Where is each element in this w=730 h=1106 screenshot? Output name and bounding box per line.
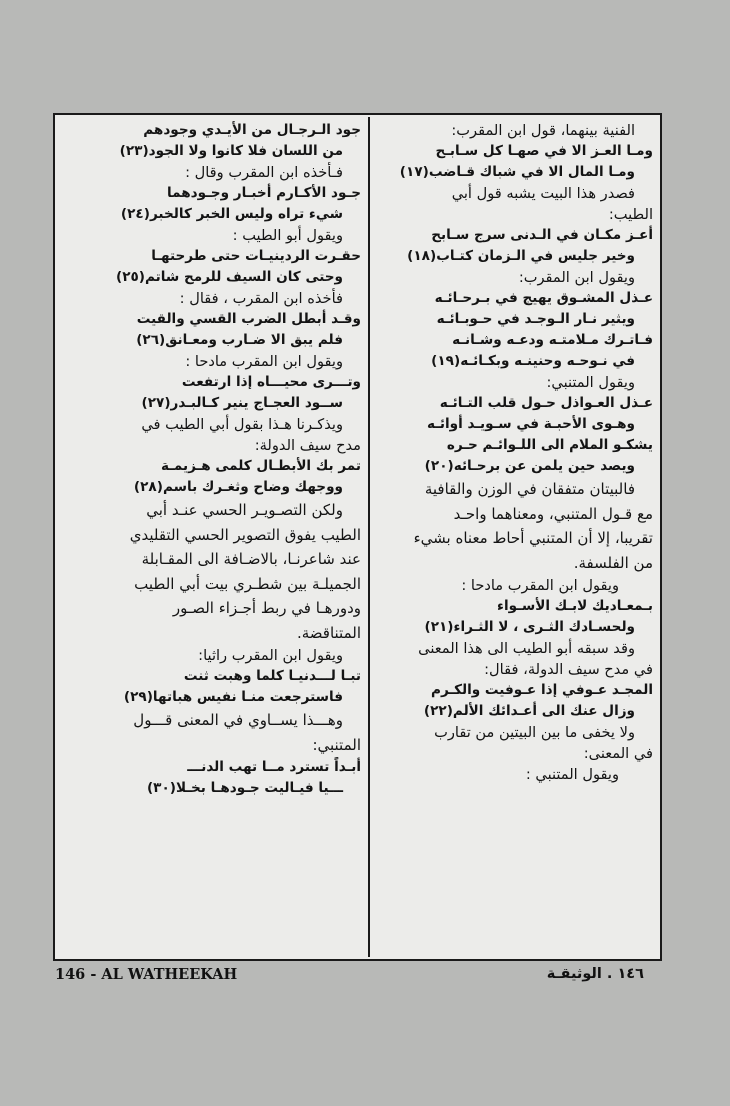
verse-line: جود الـرجـال من الأيـدي وجودهم (143, 122, 361, 138)
verse-line: أبـداً تسترد مــا تهب الدنـــ (187, 759, 361, 775)
verse-line: المجـد عـوفي إذا عـوفيت والكـرم (431, 682, 653, 698)
prose-line: ولكن التصـويـر الحسي عنـد أبي (146, 501, 343, 519)
column-divider (368, 117, 370, 957)
prose-line: ويذكـرنا هـذا بقول أبي الطيب في (141, 416, 343, 433)
verse-line: ويصد حين يلمن عن برحـائه(٢٠) (424, 458, 635, 474)
verse-line: ومـا المال الا في شباك قـاضب(١٧) (399, 164, 635, 180)
prose-line: ويقول المتنبي: (546, 374, 635, 391)
prose-line: ويقول المتنبي : (525, 766, 619, 783)
verse-line: وتـــرى محيـــاه إذا ارتفعت (181, 374, 361, 390)
prose-line: في مدح سيف الدولة، فقال: (484, 661, 653, 678)
verse-line: تمر بك الأبطـال كلمى هـزيمـة (161, 458, 361, 474)
verse-line: ووجهك وضاح وثغـرك باسم(٢٨) (133, 479, 343, 495)
prose-line: ويقول ابن المقرب راثيا: (198, 647, 343, 664)
prose-line: الجميلـة بين شطـري بيت أبي الطيب (134, 574, 361, 593)
verse-line: في نـوحـه وحنينـه وبكـائـه(١٩) (431, 353, 635, 369)
prose-line: الفنية بينهما، قول ابن المقرب: (451, 122, 635, 139)
verse-line: ســود العجـاج ينير كـالبـدر(٢٧) (141, 395, 343, 411)
prose-line: ويقول ابن المقرب مادحا : (461, 577, 619, 594)
prose-line: وهـــذا يســاوي في المعنى قـــول (133, 711, 343, 729)
verse-line: وهـوى الأحبـة في سـويـد أوائـه (426, 416, 635, 432)
verse-line: ويثير نـار الـوجـد في حـوبـائـه (436, 311, 635, 327)
verse-line: ـــيا فيـاليت جـودهـا بخـلا(٣٠) (146, 780, 343, 796)
verse-line: وخير جليس في الـزمان كتـاب(١٨) (407, 248, 635, 264)
prose-line: الطيب يفوق التصوير الحسي التقليدي (129, 525, 361, 544)
verse-line: يشكـو الملام الى اللـوائـم حـره (446, 437, 653, 453)
verse-line: وحتى كان السيف للرمح شاتم(٢٥) (115, 269, 343, 285)
verse-line: بـمعـاديك لابـك الأسـواء (497, 598, 653, 614)
prose-line: فصدر هذا البيت يشبه قول أبي (451, 185, 635, 202)
prose-line: في المعنى: (583, 745, 653, 762)
verse-line: فاسترجعت منـا نفيس هباتها(٢٩) (123, 689, 343, 705)
prose-line: من الفلسفة. (573, 553, 653, 572)
verse-line: فلم يبق الا ضـارب ومعـانق(٢٦) (136, 332, 343, 348)
prose-line: عند شاعرنـا، بالاضـافة الى المقـابلة (141, 550, 361, 568)
footer-arabic: ١٤٦ . الوثيقـة (546, 966, 644, 982)
prose-line: ولا يخفى ما بين البيتين من تقارب (434, 724, 635, 741)
left-column (65, 120, 361, 799)
verse-line: ومـا العـز الا في صهـا كل سـابـح (435, 143, 653, 159)
verse-line: عـذل المشـوق يهيج في بـرحـائـه (434, 290, 653, 306)
footer-english: 146 - AL WATHEEKAH (55, 966, 238, 983)
prose-line: ويقول أبو الطيب : (232, 227, 343, 244)
verse-line: وقـد أبطل الضرب القسي والقيت (136, 311, 361, 327)
verse-line: أعـز مكـان في الـدنى سرج سـابح (431, 227, 653, 243)
verse-line: عـذل العـواذل حـول قلب التـائـه (439, 395, 653, 411)
page-footer (53, 966, 662, 988)
verse-line: شيء تراه وليس الخبر كالخبر(٢٤) (120, 206, 343, 222)
prose-line: مع قـول المتنبي، ومعناهما واحـد (453, 504, 653, 523)
prose-line: ودورهـا في ربط أجـزاء الصـور (172, 599, 361, 617)
prose-line: وقد سبقه أبو الطيب الى هذا المعنى (418, 640, 635, 657)
verse-line: من اللسان فلا كانوا ولا الجود(٢٣) (119, 143, 343, 159)
verse-line: حقـرت الردينيـات حتى طرحتهـا (151, 248, 361, 264)
prose-line: فالبيتان متفقان في الوزن والقافية (424, 480, 635, 498)
prose-line: ويقول ابن المقرب: (518, 269, 635, 286)
verse-line: ولحسـادك الثـرى ، لا الثـراء(٢١) (424, 619, 635, 635)
prose-line: فأخذه ابن المقرب ، فقال : (179, 290, 343, 307)
verse-line: تبـا لـــدنيـا كلما وهبت ثنت (183, 668, 361, 684)
prose-line: المتنبي: (312, 735, 361, 754)
verse-line: جـود الأكـارم أخبـار وجـودهما (167, 185, 361, 201)
prose-line: الطيب: (608, 206, 653, 223)
prose-line: المتناقضة. (296, 623, 361, 642)
right-column (378, 120, 653, 785)
verse-line: فـاتـرك مـلامتـه ودعـه وشـانـه (452, 332, 653, 348)
prose-line: تقريبا، إلا أن المتنبي أحاط معناه بشيء (413, 529, 653, 547)
prose-line: ويقول ابن المقرب مادحا : (185, 353, 343, 370)
prose-line: فـأخذه ابن المقرب وقال : (185, 164, 343, 181)
prose-line: مدح سيف الدولة: (254, 437, 361, 454)
verse-line: وزال عنك الى أعـدائك الألم(٢٢) (423, 703, 635, 719)
